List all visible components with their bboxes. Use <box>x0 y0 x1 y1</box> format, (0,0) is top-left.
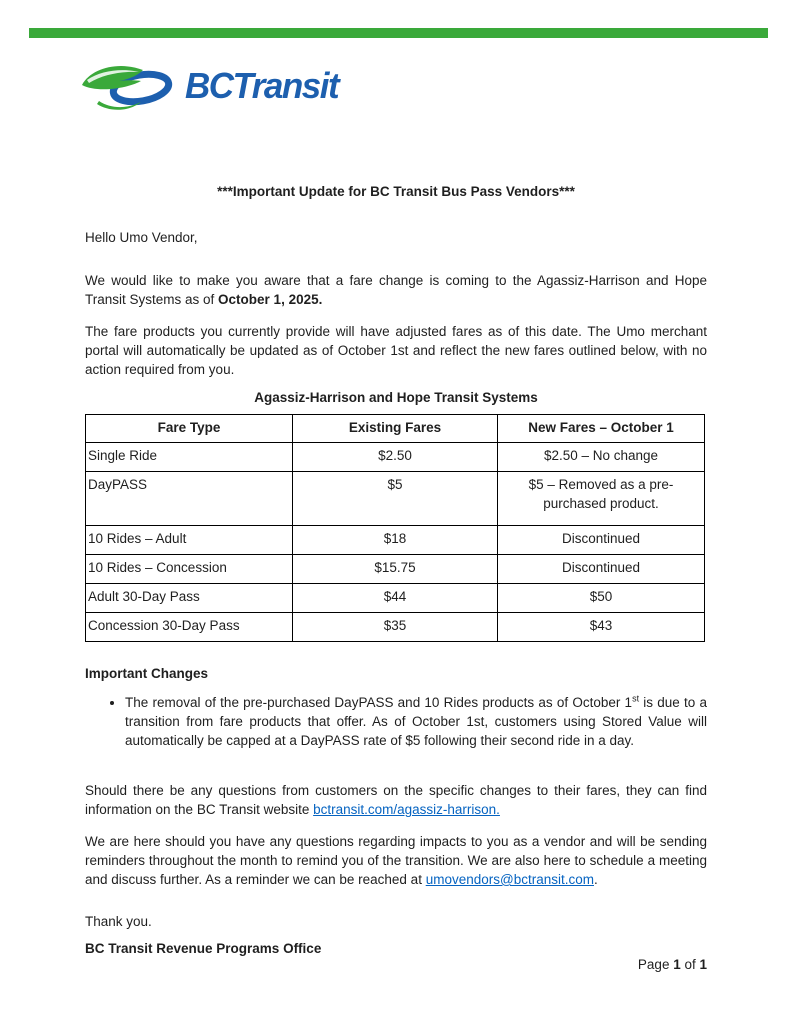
intro-paragraph-1-date: October 1, 2025. <box>218 292 323 307</box>
cell-existing-fare: $15.75 <box>293 555 498 584</box>
cell-new-fare: Discontinued <box>498 555 705 584</box>
bullet-text-post: is due to a transition from fare products that offer. As of October 1st, customers using Stored Value will automatically be capped at a DayPASS rate of $5 following their second ride in a day. <box>125 695 707 748</box>
page-footer <box>638 955 707 974</box>
intro-paragraph-1 <box>85 271 707 309</box>
footer-of-word: of <box>680 957 700 972</box>
table-row-adult-30-day <box>86 584 705 613</box>
intro-paragraph-1-text: We would like to make you aware that a fare change is coming to the Agassiz-Harrison and Hope Transit Systems as of <box>85 273 707 307</box>
document-content <box>85 60 707 958</box>
fare-table-header-row <box>86 415 705 443</box>
closing-signature: BC Transit Revenue Programs Office <box>85 941 322 956</box>
header-fare-type: Fare Type <box>86 415 293 443</box>
header-new-fares: New Fares – October 1 <box>498 415 705 443</box>
cell-existing-fare: $35 <box>293 613 498 642</box>
document-title: ***Important Update for BC Transit Bus Pass Vendors*** <box>217 184 575 199</box>
bctransit-logo-icon <box>79 60 183 112</box>
vendor-contact-text: We are here should you have any questions regarding impacts to you as a vendor and will be sending reminders throughout the month to remind you of the transition. We are also here to schedule a meeting and discuss further. As a reminder we can be reached at <box>85 834 707 887</box>
cell-fare-type: 10 Rides – Concession <box>86 555 293 584</box>
top-green-divider <box>29 28 768 38</box>
bctransit-logo <box>79 60 707 112</box>
table-row-10-rides-adult <box>86 526 705 555</box>
table-row-daypass <box>86 472 705 526</box>
fare-table-caption: Agassiz-Harrison and Hope Transit Systems <box>254 390 538 405</box>
cell-new-fare: Discontinued <box>498 526 705 555</box>
important-changes-list <box>85 693 707 750</box>
cell-existing-fare: $2.50 <box>293 443 498 472</box>
agassiz-harrison-link[interactable]: bctransit.com/agassiz-harrison. <box>313 802 500 817</box>
cell-fare-type: 10 Rides – Adult <box>86 526 293 555</box>
fare-table <box>85 414 705 642</box>
closing-thanks: Thank you. <box>85 914 152 929</box>
cell-new-fare: $43 <box>498 613 705 642</box>
cell-new-fare: $2.50 – No change <box>498 443 705 472</box>
footer-total-pages: 1 <box>699 957 707 972</box>
vendor-contact-paragraph <box>85 832 707 889</box>
cell-fare-type: Adult 30-Day Pass <box>86 584 293 613</box>
vendor-contact-period: . <box>593 872 598 887</box>
header-existing-fares: Existing Fares <box>293 415 498 443</box>
cell-new-fare: $50 <box>498 584 705 613</box>
table-row-concession-30-day <box>86 613 705 642</box>
table-row-10-rides-concession <box>86 555 705 584</box>
cell-fare-type: Concession 30-Day Pass <box>86 613 293 642</box>
cell-new-fare: $5 – Removed as a pre-purchased product. <box>498 472 705 526</box>
footer-page-number: 1 <box>673 957 681 972</box>
footer-page-word: Page <box>637 957 674 972</box>
greeting-line: Hello Umo Vendor, <box>85 230 198 245</box>
bullet-superscript: st <box>632 693 640 704</box>
bctransit-logo-text: BCTransit <box>185 66 339 106</box>
cell-existing-fare: $44 <box>293 584 498 613</box>
bullet-text-pre: The removal of the pre-purchased DayPASS and 10 Rides products as of October 1 <box>125 695 633 710</box>
important-changes-heading: Important Changes <box>85 666 209 681</box>
cell-fare-type: DayPASS <box>86 472 293 526</box>
customer-questions-paragraph <box>85 781 707 819</box>
customer-questions-text: Should there be any questions from customers on the specific changes to their fares, they can find information on the BC Transit website <box>85 783 707 817</box>
umovendors-email-link[interactable]: umovendors@bctransit.com <box>425 872 594 887</box>
table-row-single-ride <box>86 443 705 472</box>
cell-existing-fare: $18 <box>293 526 498 555</box>
intro-paragraph-2: The fare products you currently provide will have adjusted fares as of this date. The Umo merchant portal will automatically be updated as of October 1st and reflect the new fares outlined below, with no action required from you. <box>85 324 707 377</box>
important-changes-bullet <box>125 693 707 750</box>
cell-existing-fare: $5 <box>293 472 498 526</box>
cell-fare-type: Single Ride <box>86 443 293 472</box>
